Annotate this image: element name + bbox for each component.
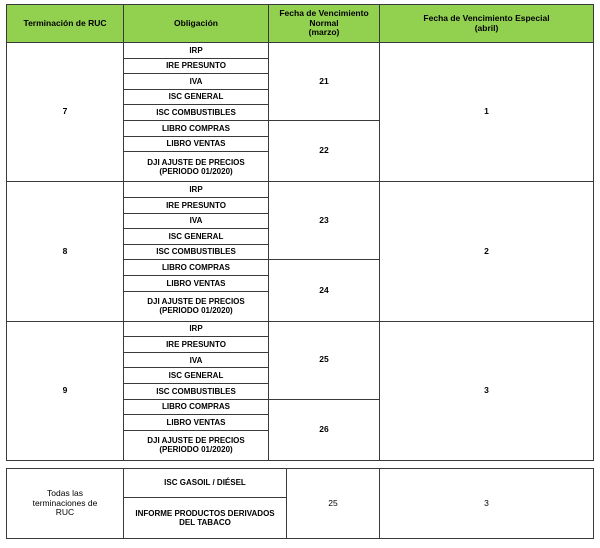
table-row bbox=[7, 43, 594, 59]
vencimientos-table bbox=[6, 4, 594, 461]
header-fecha-especial: Fecha de Vencimiento Especial (abril) bbox=[380, 5, 594, 43]
obligacion-cell: IRE PRESUNTO bbox=[124, 58, 269, 74]
table-row bbox=[7, 469, 594, 498]
fecha-normal-cell: 25 bbox=[287, 469, 380, 539]
obligacion-cell: LIBRO VENTAS bbox=[124, 275, 269, 291]
fecha-normal-cell: 21 bbox=[269, 43, 380, 121]
obligacion-cell: LIBRO VENTAS bbox=[124, 136, 269, 152]
vencimientos-especiales-table bbox=[6, 468, 594, 539]
obligacion-cell: DJI AJUSTE DE PRECIOS (PERIODO 01/2020) bbox=[124, 291, 269, 321]
obligacion-cell: ISC GENERAL bbox=[124, 89, 269, 105]
obligacion-cell: INFORME PRODUCTOS DERIVADOS DEL TABACO bbox=[124, 498, 287, 539]
header-row bbox=[7, 5, 594, 43]
obligacion-cell: ISC GENERAL bbox=[124, 229, 269, 245]
obligacion-cell: IRE PRESUNTO bbox=[124, 337, 269, 353]
obligacion-cell: ISC COMBUSTIBLES bbox=[124, 384, 269, 400]
obligacion-cell: ISC COMBUSTIBLES bbox=[124, 105, 269, 121]
fecha-especial-cell: 3 bbox=[380, 321, 594, 460]
fecha-especial-cell: 3 bbox=[380, 469, 594, 539]
obligacion-cell: DJI AJUSTE DE PRECIOS (PERIODO 01/2020) bbox=[124, 152, 269, 182]
obligacion-cell: ISC GENERAL bbox=[124, 368, 269, 384]
fecha-especial-cell: 1 bbox=[380, 43, 594, 182]
obligacion-cell: ISC GASOIL / DIÉSEL bbox=[124, 469, 287, 498]
fecha-normal-cell: 23 bbox=[269, 182, 380, 260]
fecha-especial-cell: 2 bbox=[380, 182, 594, 321]
obligacion-cell: LIBRO VENTAS bbox=[124, 415, 269, 431]
obligacion-cell: LIBRO COMPRAS bbox=[124, 120, 269, 136]
obligacion-cell: DJI AJUSTE DE PRECIOS (PERIODO 01/2020) bbox=[124, 430, 269, 460]
fecha-normal-cell: 26 bbox=[269, 399, 380, 460]
header-fecha-normal: Fecha de Vencimiento Normal (marzo) bbox=[269, 5, 380, 43]
obligacion-cell: IVA bbox=[124, 74, 269, 90]
header-obligacion: Obligación bbox=[124, 5, 269, 43]
ruc-terminacion-cell: 7 bbox=[7, 43, 124, 182]
obligacion-cell: LIBRO COMPRAS bbox=[124, 399, 269, 415]
obligacion-cell: ISC COMBUSTIBLES bbox=[124, 244, 269, 260]
ruc-todas-cell: Todas las terminaciones de RUC bbox=[7, 469, 124, 539]
obligacion-cell: IVA bbox=[124, 213, 269, 229]
table-row bbox=[7, 182, 594, 198]
obligacion-cell: IRE PRESUNTO bbox=[124, 197, 269, 213]
fecha-normal-cell: 22 bbox=[269, 120, 380, 181]
obligacion-cell: IRP bbox=[124, 43, 269, 59]
ruc-terminacion-cell: 9 bbox=[7, 321, 124, 460]
ruc-terminacion-cell: 8 bbox=[7, 182, 124, 321]
table-row bbox=[7, 321, 594, 337]
fecha-normal-cell: 25 bbox=[269, 321, 380, 399]
obligacion-cell: IRP bbox=[124, 182, 269, 198]
fecha-normal-cell: 24 bbox=[269, 260, 380, 321]
obligacion-cell: LIBRO COMPRAS bbox=[124, 260, 269, 276]
obligacion-cell: IVA bbox=[124, 352, 269, 368]
header-terminacion-ruc: Terminación de RUC bbox=[7, 5, 124, 43]
obligacion-cell: IRP bbox=[124, 321, 269, 337]
